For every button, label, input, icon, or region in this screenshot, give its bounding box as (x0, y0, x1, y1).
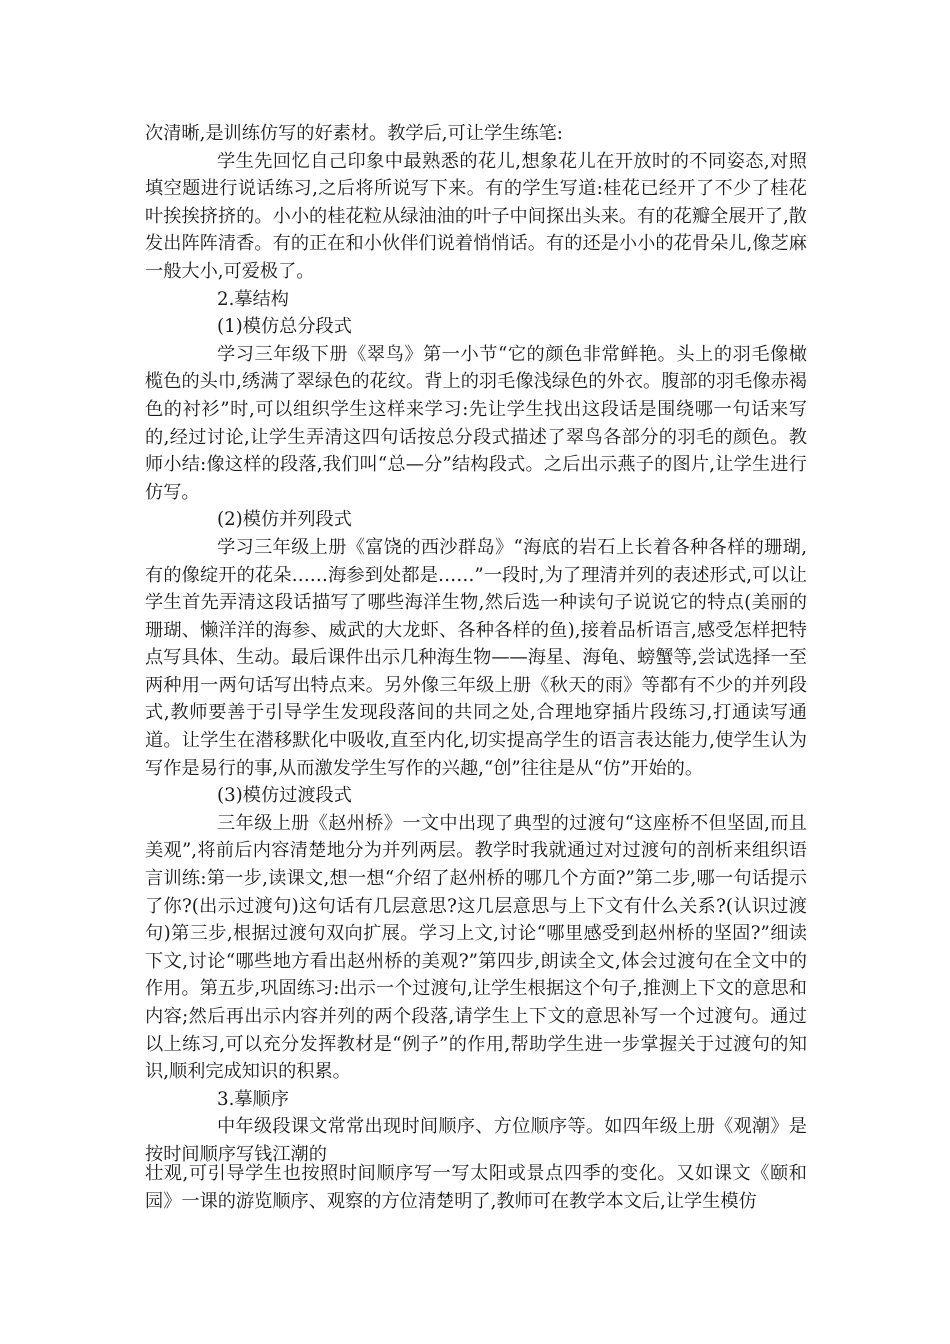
subheading-general-specific: (1)模仿总分段式 (217, 316, 352, 338)
paragraph-kingfisher: 学习三年级下册《翠鸟》第一小节“它的颜色非常鲜艳。头上的羽毛像橄榄色的头巾,绣满了翠绿色的花纹。背上的羽毛像浅绿色的外衣。腹部的羽毛像赤褐色的衬衫”时,可以组织学生这样来学习:先让学生找出这段话是围绕哪一句话来写的,经过讨论,让学生弄清这四句话按总分段式描述了翠鸟各部分的羽毛的颜色。教师小结:像这样的段落,我们叫“总—分”结构段式。之后出示燕子的图片,让学生进行仿写。 (145, 343, 807, 503)
document-body (145, 120, 807, 1169)
paragraph-osmanthus-example: 学生先回忆自己印象中最熟悉的花儿,想象花儿在开放时的不同姿态,对照填空题进行说话练习,之后将所说写下来。有的学生写道:桂花已经开了不少了桂花叶挨挨挤挤的。小小的桂花粒从绿油油的叶子中间探出头来。有的花瓣全展开了,散发出阵阵清香。有的正在和小伙伴们说着悄悄话。有的还是小小的花骨朵儿,像芝麻一般大小,可爱极了。 (145, 150, 807, 282)
paragraph-zhaozhou-bridge: 三年级上册《赵州桥》一文中出现了典型的过渡句“这座桥不但坚固,而且美观”,将前后内容清楚地分为并列两层。教学时我就通过对过渡句的剖析来组织语言训练:第一步,读课文,想一想“介绍了赵州桥的哪几个方面?”第二步,哪一句话提示了你?(出示过渡句)这句话有几层意思?这几层意思与上下文有什么关系?(认识过渡句)第三步,根据过渡句双向扩展。学习上文,讨论“哪里感受到赵州桥的坚固?”细读下文,讨论“哪些地方看出赵州桥的美观?”第四步,朗读全文,体会过渡句在全文中的作用。第五步,巩固练习:出示一个过渡句,让学生根据这个句子,推测上下文的意思和内容;然后再出示内容并列的两个段落,请学生上下文的意思补写一个过渡句。通过以上练习,可以充分发挥教材是“例子”的作用,帮助学生进一步掌握关于过渡句的知识,顺利完成知识的积累。 (145, 812, 807, 1083)
heading-sequence: 3.摹顺序 (217, 1088, 289, 1110)
paragraph-summer-palace: 壮观,可引导学生也按照时间顺序写一写太阳或景点四季的变化。又如课文《颐和园》一课的游览顺序、观察的方位清楚明了,教师可在教学本文后,让学生模仿 (145, 1163, 807, 1212)
paragraph-intro: 次清晰,是训练仿写的好素材。教学后,可让学生练笔: (145, 123, 563, 144)
subheading-transition: (3)模仿过渡段式 (217, 785, 352, 807)
heading-structure: 2.摹结构 (217, 288, 289, 310)
document-body-continued (145, 1160, 807, 1215)
paragraph-tide-watching: 中年级段课文常常出现时间顺序、方位顺序等。如四年级上册《观潮》是按时间顺序写钱江潮的 (145, 1116, 807, 1165)
subheading-parallel: (2)模仿并列段式 (217, 509, 352, 531)
paragraph-xisha-islands: 学习三年级上册《富饶的西沙群岛》“海底的岩石上长着各种各样的珊瑚,有的像绽开的花朵……海参到处都是……”一段时,为了理清并列的表述形式,可以让学生首先弄清这段话描写了哪些海洋生物,然后选一种读句子说说它的特点(美丽的珊瑚、懒洋洋的海参、威武的大龙虾、各种各样的鱼),接着品析语言,感受怎样把特点写具体、生动。最后课件出示几种海生物——海星、海龟、螃蟹等,尝试选择一至两种用一两句话写出特点来。另外像三年级上册《秋天的雨》等都有不少的并列段式,教师要善于引导学生发现段落间的共同之处,合理地穿插片段练习,打通读写通道。让学生在潜移默化中吸收,直至内化,切实提高学生的语言表达能力,使学生认为写作是易行的事,从而激发学生写作的兴趣,“创”往往是从“仿”开始的。 (145, 536, 807, 779)
